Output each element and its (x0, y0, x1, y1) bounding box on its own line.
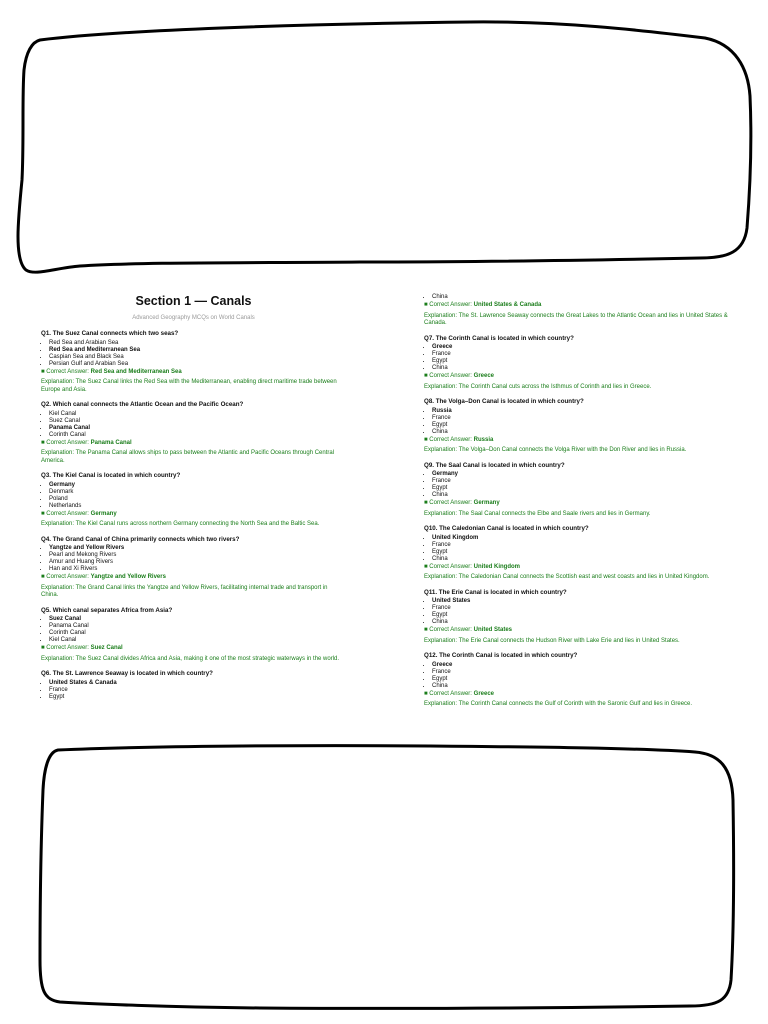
option-item: • United States & Canada (49, 680, 346, 687)
question-block (41, 472, 346, 529)
option-item: • China (432, 365, 729, 372)
option-item: • Panama Canal (49, 623, 346, 630)
option-item: • Kiel Canal (49, 411, 346, 418)
option-item: • Han and Xi Rivers (49, 566, 346, 573)
option-item: • Egypt (432, 485, 729, 492)
explanation: Explanation: The Suez Canal divides Africa and Asia, making it one of the most strategic waterways in the world. (41, 655, 340, 662)
correct-answer-value: United States & Canada (473, 302, 542, 308)
option-item: • Egypt (432, 358, 729, 365)
option-item: • China (432, 294, 729, 301)
explanation: Explanation: The Volga–Don Canal connects the Volga River with the Don River and lies in Russia. (424, 447, 687, 453)
option-list (424, 344, 729, 372)
section-title: Section 1 — Canals (135, 294, 252, 308)
correct-answer-prefix: Correct Answer: (46, 439, 89, 446)
option-item: • United Kingdom (432, 535, 729, 542)
option-item: • Corinth Canal (49, 630, 346, 637)
option-item: • Persian Gulf and Arabian Sea (49, 361, 346, 368)
option-item: • Caspian Sea and Black Sea (49, 354, 346, 361)
question-block (424, 589, 729, 646)
option-item: • Panama Canal (49, 425, 346, 432)
option-item: • China (432, 619, 729, 626)
question-block (41, 401, 346, 465)
option-list (41, 616, 346, 644)
section-subtitle: Advanced Geography MCQs on World Canals (132, 315, 255, 321)
question-text: Q12. The Corinth Canal is located in which country? (424, 652, 578, 659)
option-item: • Denmark (49, 489, 346, 496)
correct-answer (424, 302, 729, 310)
correct-answer (41, 511, 346, 519)
option-item: • France (49, 687, 346, 694)
correct-answer-prefix: Correct Answer: (46, 368, 89, 375)
question-block (41, 670, 346, 701)
explanation: Explanation: The Caledonian Canal connects the Scottish east and west coasts and lies in United Kingdom. (424, 574, 710, 580)
option-list (424, 535, 729, 563)
correct-answer (424, 627, 729, 635)
correct-answer-prefix: Correct Answer: (429, 302, 472, 308)
explanation: Explanation: The Kiel Canal runs across northern Germany connecting the North Sea and the Baltic Sea. (41, 521, 320, 527)
option-item: • Russia (432, 408, 729, 415)
option-item: • Poland (49, 496, 346, 503)
option-item: • France (432, 415, 729, 422)
question-text: Q3. The Kiel Canal is located in which country? (41, 472, 181, 479)
top-redaction-shape (18, 22, 751, 272)
question-block (424, 525, 729, 582)
explanation: Explanation: The Grand Canal links the Yangtze and Yellow Rivers, facilitating internal trade and transport in China. (41, 584, 328, 598)
question-text: Q2. Which canal connects the Atlantic Ocean and the Pacific Ocean? (41, 401, 244, 408)
question-text: Q9. The Saal Canal is located in which country? (424, 461, 565, 469)
option-list (41, 545, 346, 573)
question-text: Q8. The Volga–Don Canal is located in which country? (424, 398, 584, 405)
option-list (424, 598, 729, 626)
left-column (41, 292, 346, 708)
square-bullet-icon: ■ (424, 563, 430, 570)
question-block (424, 335, 729, 392)
square-bullet-icon: ■ (41, 645, 47, 651)
option-item: • France (432, 605, 729, 612)
explanation: Explanation: The St. Lawrence Seaway connects the Great Lakes to the Atlantic Ocean and lies in United States & Canada. (424, 312, 728, 326)
right-column (424, 294, 729, 716)
correct-answer-prefix: Correct Answer: (429, 373, 472, 379)
explanation: Explanation: The Suez Canal links the Red Sea with the Mediterranean, enabling direct maritime trade between Europe and Asia. (41, 379, 337, 393)
question-block (424, 652, 729, 709)
question-block (424, 398, 729, 455)
correct-answer (41, 440, 346, 448)
option-item: • Greece (432, 344, 729, 351)
correct-answer-prefix: Correct Answer: (46, 510, 89, 517)
option-list (41, 340, 346, 368)
option-list (41, 482, 346, 510)
square-bullet-icon: ■ (424, 302, 428, 308)
option-item: • China (432, 492, 729, 499)
option-item: • Egypt (432, 422, 729, 429)
option-list (424, 471, 729, 499)
option-item: • Egypt (49, 694, 346, 701)
question-block (41, 607, 346, 664)
option-item: • Red Sea and Mediterranean Sea (49, 347, 346, 354)
option-item: • Amur and Huang Rivers (49, 559, 346, 566)
question-text: Q11. The Erie Canal is located in which country? (424, 588, 567, 596)
square-bullet-icon: ■ (424, 690, 430, 697)
option-item: • France (432, 351, 729, 358)
option-item: • Pearl and Mekong Rivers (49, 552, 346, 559)
question-block (41, 536, 346, 600)
option-list (41, 680, 346, 701)
square-bullet-icon: ■ (41, 510, 47, 517)
square-bullet-icon: ■ (424, 500, 430, 506)
correct-answer-value: Suez Canal (90, 645, 123, 651)
explanation: Explanation: The Erie Canal connects the Hudson River with Lake Erie and lies in United States. (424, 637, 680, 644)
correct-answer-value: United States (473, 627, 512, 633)
option-item: • China (432, 429, 729, 436)
correct-answer-value: Greece (473, 690, 495, 697)
option-item: • Netherlands (49, 503, 346, 510)
option-item: • China (432, 683, 729, 690)
correct-answer (41, 369, 346, 377)
correct-answer-value: United Kingdom (473, 563, 520, 570)
square-bullet-icon: ■ (41, 439, 47, 446)
explanation: Explanation: The Corinth Canal cuts across the Isthmus of Corinth and lies in Greece. (424, 383, 652, 390)
correct-answer (424, 691, 729, 699)
correct-answer (424, 437, 729, 445)
correct-answer (424, 564, 729, 572)
correct-answer-prefix: Correct Answer: (46, 574, 89, 580)
option-item: • Egypt (432, 612, 729, 619)
square-bullet-icon: ■ (41, 368, 47, 375)
option-item: • Egypt (432, 676, 729, 683)
option-item: • Greece (432, 662, 729, 669)
square-bullet-icon: ■ (424, 436, 430, 443)
option-list (424, 408, 729, 436)
bottom-redaction-shape (40, 746, 734, 1009)
option-list (424, 294, 729, 301)
square-bullet-icon: ■ (424, 373, 430, 379)
option-item: • Germany (432, 471, 729, 478)
option-item: • France (432, 478, 729, 485)
option-item: • Suez Canal (49, 616, 346, 623)
option-item: • Yangtze and Yellow Rivers (49, 545, 346, 552)
question-block (41, 330, 346, 394)
question-text: Q4. The Grand Canal of China primarily connects which two rivers? (41, 535, 240, 543)
option-item: • France (432, 669, 729, 676)
question-text: Q1. The Suez Canal connects which two seas? (41, 330, 179, 337)
option-item: • Corinth Canal (49, 432, 346, 439)
correct-answer-value: Red Sea and Mediterranean Sea (90, 368, 182, 375)
question-text: Q10. The Caledonian Canal is located in which country? (424, 525, 589, 532)
option-item: • Egypt (432, 549, 729, 556)
question-block (424, 462, 729, 519)
correct-answer-value: Panama Canal (90, 439, 132, 446)
correct-answer-value: Greece (473, 373, 495, 379)
correct-answer (424, 500, 729, 508)
correct-answer-value: Yangtze and Yellow Rivers (90, 574, 166, 580)
option-item: • Red Sea and Arabian Sea (49, 340, 346, 347)
option-item: • China (432, 556, 729, 563)
square-bullet-icon: ■ (424, 627, 430, 633)
option-item: • Suez Canal (49, 418, 346, 425)
correct-answer-prefix: Correct Answer: (429, 500, 472, 506)
correct-answer-prefix: Correct Answer: (429, 563, 472, 570)
question-text: Q7. The Corinth Canal is located in which country? (424, 334, 574, 342)
option-item: • Germany (49, 482, 346, 489)
option-list (424, 662, 729, 690)
correct-answer-prefix: Correct Answer: (429, 436, 472, 443)
explanation: Explanation: The Saal Canal connects the Elbe and Saale rivers and lies in Germany. (424, 510, 651, 517)
question-text: Q5. Which canal separates Africa from Asia? (41, 606, 173, 614)
question-text: Q6. The St. Lawrence Seaway is located in which country? (41, 670, 213, 677)
correct-answer (424, 373, 729, 381)
correct-answer-prefix: Correct Answer: (46, 645, 89, 651)
correct-answer-value: Russia (473, 436, 494, 443)
explanation: Explanation: The Panama Canal allows ships to pass between the Atlantic and Pacific Oceans through Central America. (41, 450, 335, 464)
correct-answer-prefix: Correct Answer: (429, 627, 472, 633)
option-item: • Kiel Canal (49, 637, 346, 644)
q6-continuation (424, 294, 729, 328)
option-list (41, 411, 346, 439)
correct-answer (41, 645, 346, 653)
correct-answer-value: Germany (90, 510, 117, 517)
option-item: • France (432, 542, 729, 549)
explanation: Explanation: The Corinth Canal connects the Gulf of Corinth with the Saronic Gulf and lies in Greece. (424, 701, 693, 707)
square-bullet-icon: ■ (41, 574, 47, 580)
correct-answer (41, 574, 346, 582)
correct-answer-value: Germany (473, 500, 500, 506)
option-item: • United States (432, 598, 729, 605)
correct-answer-prefix: Correct Answer: (429, 690, 472, 697)
